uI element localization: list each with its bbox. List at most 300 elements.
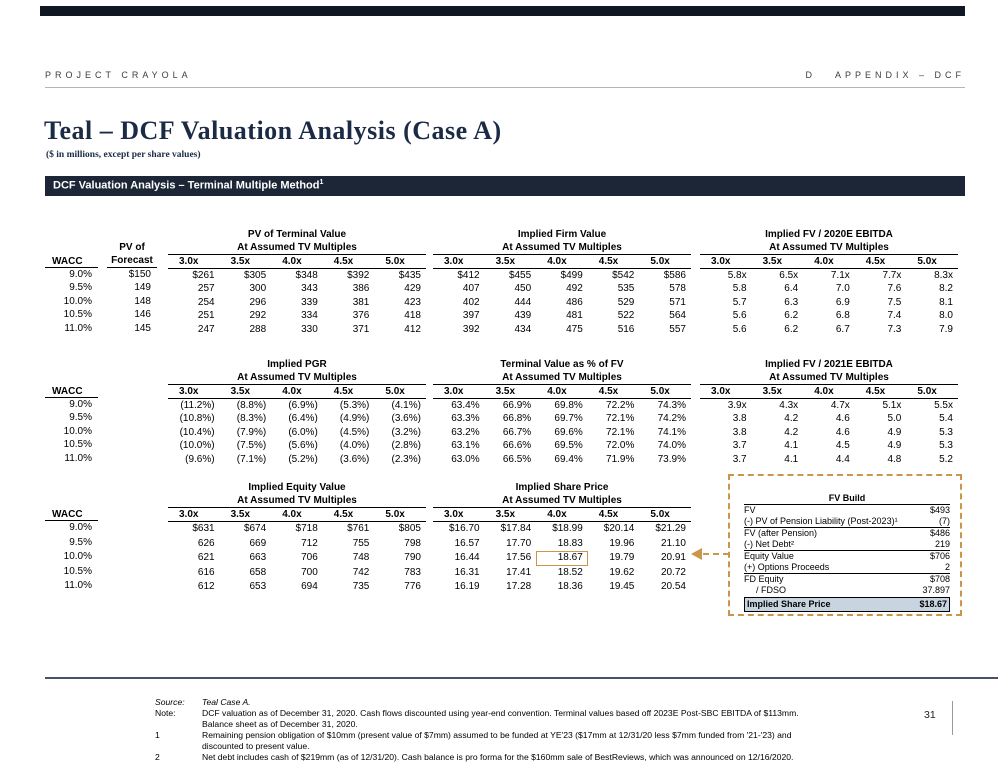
- data-cell: 712: [301, 537, 318, 549]
- wacc-value: 10.0%: [63, 551, 92, 562]
- data-cell: 571: [669, 296, 686, 308]
- data-cell: 3.8: [732, 426, 747, 438]
- data-cell: 72.1%: [606, 413, 635, 425]
- column-header: 3.5x: [495, 256, 516, 267]
- table-title: Implied FV / 2021E EBITDA: [765, 359, 893, 370]
- callout-arrow-line: [703, 553, 729, 555]
- column-header: 4.5x: [333, 256, 354, 267]
- fv-build-row-value: $706: [929, 551, 950, 561]
- column-header: 4.5x: [865, 256, 886, 267]
- data-cell: 6.2: [784, 323, 799, 335]
- column-header: 4.0x: [814, 386, 834, 397]
- data-cell: 63.1%: [451, 440, 480, 452]
- data-cell: (8.3%): [236, 413, 267, 425]
- note-text: [202, 708, 799, 730]
- note-line: Net debt includes cash of $219mm (as of 12/31/20). Cash balance is pro forma for the $160mm sale of BestReviews, which was announced on 12/16/2020.: [202, 752, 794, 762]
- table-row: [700, 426, 958, 439]
- table-row: [168, 580, 426, 595]
- data-cell: 7.9: [939, 323, 953, 335]
- data-cell: (2.3%): [391, 453, 421, 465]
- data-cell: 74.1%: [657, 426, 686, 438]
- data-cell: 412: [404, 323, 421, 335]
- data-cell: 5.7: [732, 296, 747, 308]
- table-title: Implied Equity Value: [248, 482, 346, 493]
- fv-build-row-value: $493: [929, 505, 950, 515]
- column-header: 3.5x: [495, 509, 516, 520]
- data-cell: 6.7: [835, 323, 850, 335]
- wacc-header: WACC: [45, 385, 98, 398]
- column-header: 5.0x: [385, 509, 405, 520]
- table-row: [168, 522, 426, 537]
- table-subtitle: At Assumed TV Multiples: [237, 495, 357, 506]
- table-row: [433, 551, 691, 566]
- column-header: 4.0x: [547, 256, 567, 267]
- data-cell: 18.52: [557, 566, 583, 578]
- column-header-row: [168, 507, 426, 522]
- data-cell: 63.3%: [451, 413, 480, 425]
- data-cell: 486: [566, 296, 583, 308]
- wacc-header: WACC: [45, 255, 98, 268]
- page-number-divider: [952, 701, 953, 735]
- fv-build-total-value: $18.67: [919, 599, 947, 609]
- data-cell: 621: [197, 552, 215, 563]
- pv-of-forecast-value: 145: [134, 322, 151, 334]
- fv-build-box: [728, 474, 962, 616]
- data-cell: 292: [249, 310, 267, 322]
- wacc-value: 10.0%: [63, 295, 92, 307]
- column-header: 4.5x: [598, 509, 619, 520]
- data-cell: (10.0%): [179, 440, 215, 452]
- data-cell: 69.7%: [554, 413, 583, 425]
- data-cell: 63.2%: [451, 426, 480, 438]
- data-cell: 381: [352, 296, 370, 308]
- data-cell: 475: [566, 323, 583, 335]
- data-cell: (5.3%): [339, 400, 370, 411]
- matrix-table: [433, 481, 691, 595]
- data-cell: 8.1: [939, 296, 953, 308]
- note-label: 2: [155, 752, 160, 762]
- data-cell: 4.9: [887, 426, 902, 438]
- data-cell: 4.3x: [779, 400, 799, 411]
- table-row: [433, 537, 691, 552]
- data-cell: 17.28: [506, 581, 532, 592]
- data-cell: 694: [301, 581, 318, 592]
- data-cell: 19.62: [609, 566, 635, 578]
- note-line: Remaining pension obligation of $10mm (present value of $7mm) assumed to be funded at YE'23 ($17mm at 12/31/20 less $7mm funded from '21-'23) and: [202, 730, 792, 740]
- column-header: 3.5x: [230, 386, 251, 397]
- matrix-table: [168, 228, 426, 336]
- data-cell: 17.41: [506, 566, 532, 578]
- data-cell: 74.3%: [657, 400, 686, 411]
- data-cell: 6.9: [835, 296, 850, 308]
- data-cell: 66.9%: [502, 400, 532, 411]
- data-cell: 66.5%: [502, 453, 532, 465]
- data-cell: 7.1x: [830, 270, 850, 281]
- data-cell: 371: [352, 323, 370, 335]
- table-row: [433, 296, 691, 309]
- data-cell: (3.6%): [391, 413, 421, 425]
- data-cell: $18.99: [552, 523, 583, 534]
- data-cell: (4.9%): [339, 413, 370, 425]
- data-cell: 3.9x: [727, 400, 747, 411]
- column-header: 4.0x: [547, 386, 567, 397]
- data-cell: (7.5%): [236, 440, 267, 452]
- data-cell: 4.5: [835, 440, 850, 452]
- fv-build-row: [744, 574, 950, 585]
- table-row: [168, 537, 426, 552]
- data-cell: 450: [514, 283, 532, 295]
- wacc-value: 11.0%: [64, 580, 92, 591]
- data-cell: 783: [404, 566, 421, 578]
- fv-build-row: [744, 505, 950, 516]
- note-line: discounted to present value.: [202, 741, 310, 751]
- table-subtitle: At Assumed TV Multiples: [237, 242, 357, 253]
- data-cell: $674: [243, 523, 267, 534]
- data-cell: $20.14: [603, 523, 635, 534]
- column-header: 4.0x: [282, 386, 302, 397]
- data-cell: 21.10: [660, 537, 686, 549]
- data-cell: 330: [301, 323, 318, 335]
- table-title: Implied PGR: [267, 359, 327, 370]
- data-cell: 397: [462, 310, 480, 322]
- column-header: 4.5x: [598, 386, 619, 397]
- data-cell: 8.2: [939, 283, 953, 295]
- wacc-value: 9.5%: [69, 536, 92, 548]
- column-header: 4.5x: [333, 509, 354, 520]
- data-cell: (3.6%): [339, 453, 370, 465]
- data-cell: 5.6: [732, 310, 747, 322]
- data-cell: (4.5%): [339, 426, 370, 438]
- wacc-value: 9.5%: [69, 282, 92, 294]
- section-banner: [45, 176, 965, 196]
- wacc-header: WACC: [45, 508, 98, 521]
- table-row: [168, 426, 426, 439]
- data-cell: 296: [249, 296, 267, 308]
- data-cell: $305: [243, 270, 267, 281]
- data-cell: 402: [462, 296, 480, 308]
- fv-build-row: [744, 516, 950, 528]
- note-line: Balance sheet as of December 31, 2020.: [202, 719, 358, 729]
- table-title: Implied Firm Value: [517, 229, 607, 240]
- pv-of-forecast-column: [107, 241, 157, 335]
- data-cell: (6.0%): [288, 426, 318, 438]
- data-cell: 17.70: [506, 537, 532, 549]
- data-cell: 535: [617, 283, 635, 295]
- data-cell: 653: [249, 581, 267, 592]
- data-cell: 69.5%: [554, 440, 583, 452]
- column-header: 5.0x: [917, 256, 937, 267]
- data-cell: 407: [462, 283, 480, 295]
- data-cell: 776: [404, 581, 421, 592]
- fv-build-row: [744, 562, 950, 574]
- column-header: 5.0x: [650, 386, 670, 397]
- data-cell: 4.1: [784, 440, 799, 452]
- data-cell: 71.9%: [606, 453, 635, 465]
- column-header: 3.5x: [230, 509, 251, 520]
- data-cell: 444: [514, 296, 532, 308]
- data-cell: 16.31: [454, 566, 480, 578]
- column-header: 5.0x: [917, 386, 937, 397]
- page-number: 31: [924, 709, 936, 721]
- data-cell: 434: [514, 323, 532, 335]
- table-row: [700, 412, 958, 425]
- data-cell: 6.2: [784, 310, 799, 322]
- data-cell: 18.36: [557, 581, 583, 592]
- fv-build-row-label: FD Equity: [744, 574, 784, 584]
- matrix-table: [433, 228, 691, 336]
- column-header: 3.0x: [179, 386, 199, 397]
- data-cell: 429: [404, 283, 421, 295]
- data-cell: 19.45: [609, 581, 635, 592]
- fv-build-row-value: (7): [939, 516, 950, 526]
- data-cell: (5.6%): [288, 440, 318, 452]
- data-cell: 334: [301, 310, 318, 322]
- table-title: Implied Share Price: [515, 482, 609, 493]
- wacc-value: 10.5%: [63, 439, 92, 451]
- note-row: [155, 708, 945, 730]
- fv-build-row-value: 219: [934, 539, 950, 549]
- column-header: 5.0x: [650, 509, 670, 520]
- data-cell: 516: [617, 323, 635, 335]
- wacc-value: 10.5%: [63, 565, 92, 577]
- data-cell: (4.1%): [391, 400, 421, 411]
- data-cell: 19.96: [609, 537, 635, 549]
- data-cell: 20.72: [660, 566, 686, 578]
- fv-build-row: [744, 539, 950, 551]
- note-text: [202, 730, 791, 752]
- wacc-value: 9.0%: [69, 399, 92, 410]
- table-row: [433, 269, 691, 282]
- fv-build-row-label: (-) PV of Pension Liability (Post-2023)¹: [744, 516, 898, 526]
- table-row: [168, 282, 426, 295]
- column-header: 4.0x: [547, 509, 567, 520]
- data-cell: $455: [508, 270, 532, 281]
- fv-build-row: [744, 551, 950, 562]
- table-row: [700, 323, 958, 336]
- data-cell: (2.8%): [391, 440, 421, 452]
- data-cell: $16.70: [449, 523, 480, 534]
- table-row: [433, 412, 691, 425]
- column-header: 3.0x: [444, 256, 464, 267]
- data-cell: (7.9%): [236, 426, 267, 438]
- footnotes: [155, 697, 945, 763]
- data-cell: (11.2%): [180, 400, 215, 411]
- table-row: [168, 439, 426, 452]
- data-cell: 66.7%: [502, 426, 532, 438]
- data-cell: 73.9%: [657, 453, 686, 465]
- data-cell: 339: [301, 296, 318, 308]
- data-cell: 257: [197, 283, 215, 295]
- column-header: 5.0x: [385, 386, 405, 397]
- data-cell: 69.8%: [554, 400, 583, 411]
- matrix-table: [168, 481, 426, 595]
- column-header: 3.0x: [711, 256, 731, 267]
- table-row: [433, 282, 691, 295]
- header-divider: [45, 87, 965, 88]
- data-cell: 663: [249, 552, 267, 563]
- column-header: 3.5x: [762, 256, 783, 267]
- data-cell: $348: [295, 270, 318, 281]
- data-cell: $586: [663, 270, 686, 281]
- data-cell: 7.6: [887, 283, 902, 295]
- fv-build-row-value: 37.897: [922, 585, 950, 595]
- data-cell: 254: [197, 296, 215, 308]
- table-row: [700, 296, 958, 309]
- data-cell: (7.1%): [236, 453, 267, 465]
- data-cell: 4.4: [835, 453, 850, 465]
- data-cell: 74.2%: [657, 413, 686, 425]
- wacc-value: 10.0%: [63, 425, 92, 437]
- data-cell: $761: [347, 523, 370, 534]
- table-row: [168, 412, 426, 425]
- wacc-column: [45, 508, 98, 594]
- column-header: 4.0x: [282, 256, 302, 267]
- source-text: Teal Case A.: [202, 697, 251, 707]
- data-cell: (6.9%): [288, 400, 318, 411]
- data-cell: 376: [352, 310, 370, 322]
- data-cell: 557: [669, 323, 686, 335]
- data-cell: 3.7: [732, 453, 747, 465]
- table-row: [168, 323, 426, 336]
- table-row: [168, 296, 426, 309]
- table-subtitle: At Assumed TV Multiples: [502, 372, 622, 383]
- project-name: PROJECT CRAYOLA: [45, 70, 192, 80]
- data-cell: 8.0: [939, 310, 953, 322]
- fv-build-total-label: Implied Share Price: [747, 599, 831, 609]
- units-note: ($ in millions, except per share values): [46, 150, 201, 160]
- matrix-table: [700, 358, 958, 466]
- data-cell: 392: [462, 323, 480, 335]
- data-cell: 578: [669, 283, 686, 295]
- table-row: [433, 399, 691, 412]
- data-cell: 251: [197, 310, 215, 322]
- fv-build-row: [744, 528, 950, 539]
- data-cell: 3.8: [732, 413, 747, 425]
- pv-of-forecast-value: 149: [134, 282, 151, 294]
- data-cell: 20.54: [660, 581, 686, 592]
- data-cell: 72.1%: [606, 426, 635, 438]
- appendix-label: D APPENDIX – DCF: [805, 70, 965, 80]
- data-cell: 74.0%: [657, 440, 686, 452]
- data-cell: 3.7: [732, 440, 747, 452]
- pv-of-forecast-value: $150: [128, 269, 151, 280]
- data-cell: 4.6: [835, 426, 850, 438]
- table-title: PV of Terminal Value: [247, 229, 347, 240]
- data-cell: 20.91: [660, 552, 686, 563]
- column-header: 4.5x: [865, 386, 886, 397]
- data-cell: 522: [617, 310, 635, 322]
- data-cell: 748: [352, 552, 370, 563]
- data-cell: 63.0%: [451, 453, 480, 465]
- top-accent-bar: [40, 6, 965, 16]
- table-subtitle: At Assumed TV Multiples: [237, 372, 357, 383]
- table-row: [433, 426, 691, 439]
- fv-build-row-label: FV: [744, 505, 756, 515]
- data-cell: (10.4%): [179, 426, 215, 438]
- wacc-value: 10.5%: [63, 309, 92, 321]
- data-cell: $21.29: [655, 523, 686, 534]
- data-cell: 418: [404, 310, 421, 322]
- data-cell: 6.3: [784, 296, 799, 308]
- data-cell: 7.3: [887, 323, 902, 335]
- data-cell: 4.2: [784, 413, 799, 425]
- table-row: [433, 522, 691, 537]
- fv-build-row-label: FV (after Pension): [744, 528, 818, 538]
- note-text: [202, 752, 793, 763]
- column-header: 3.0x: [444, 386, 464, 397]
- data-cell: 69.4%: [554, 453, 583, 465]
- column-header: 3.0x: [179, 256, 199, 267]
- column-header: 3.0x: [711, 386, 731, 397]
- data-cell: 6.5x: [779, 270, 799, 281]
- fv-build-row-value: $486: [929, 528, 950, 538]
- data-cell: 4.8: [887, 453, 902, 465]
- data-cell: (10.8%): [179, 413, 215, 425]
- source-row: [155, 697, 945, 708]
- section-banner-footnote-ref: 1: [319, 179, 324, 186]
- data-cell: 5.2: [939, 453, 953, 465]
- data-cell: 616: [197, 566, 215, 578]
- column-header-row: [700, 384, 958, 399]
- data-cell: 5.8: [732, 283, 747, 295]
- table-row: [433, 323, 691, 336]
- data-cell: $631: [192, 523, 215, 534]
- fv-build-total-row: [744, 597, 950, 612]
- data-cell: 735: [352, 581, 370, 592]
- data-cell: (6.4%): [288, 413, 318, 425]
- data-cell: 7.5: [887, 296, 902, 308]
- data-cell: 16.19: [454, 581, 480, 592]
- column-header-row: [168, 384, 426, 399]
- table-row: [433, 453, 691, 466]
- data-cell: 17.56: [506, 552, 532, 563]
- data-cell: 742: [352, 566, 370, 578]
- data-cell: 18.83: [557, 537, 583, 549]
- table-row: [168, 551, 426, 566]
- data-cell: 4.1: [784, 453, 799, 465]
- data-cell: 19.79: [609, 552, 635, 563]
- data-cell: 5.4: [939, 413, 953, 425]
- data-cell: 481: [566, 310, 583, 322]
- matrix-table: [168, 358, 426, 466]
- table-row: [433, 580, 691, 595]
- data-cell: $805: [398, 523, 421, 534]
- matrix-table: [700, 228, 958, 336]
- data-cell: $412: [457, 270, 480, 281]
- table-subtitle: At Assumed TV Multiples: [502, 242, 622, 253]
- column-header: 3.5x: [230, 256, 251, 267]
- table-row: [700, 453, 958, 466]
- fv-build-row-label: / FDSO: [756, 585, 787, 595]
- column-header: 3.5x: [495, 386, 516, 397]
- column-header-row: [433, 384, 691, 399]
- table-title: Terminal Value as % of FV: [500, 359, 624, 370]
- column-header-row: [433, 254, 691, 269]
- data-cell: 5.6: [732, 323, 747, 335]
- table-subtitle: At Assumed TV Multiples: [769, 242, 889, 253]
- table-subtitle: At Assumed TV Multiples: [769, 372, 889, 383]
- data-cell: $17.84: [500, 523, 532, 534]
- note-row: [155, 730, 945, 752]
- pv-of-forecast-value: 148: [134, 295, 151, 307]
- wacc-column: [45, 385, 98, 465]
- data-cell: 5.8x: [727, 270, 747, 281]
- table-row: [433, 309, 691, 322]
- data-cell: (8.8%): [236, 400, 267, 411]
- data-cell: $435: [398, 270, 421, 281]
- column-header: 3.5x: [762, 386, 783, 397]
- footer-divider: [45, 677, 998, 679]
